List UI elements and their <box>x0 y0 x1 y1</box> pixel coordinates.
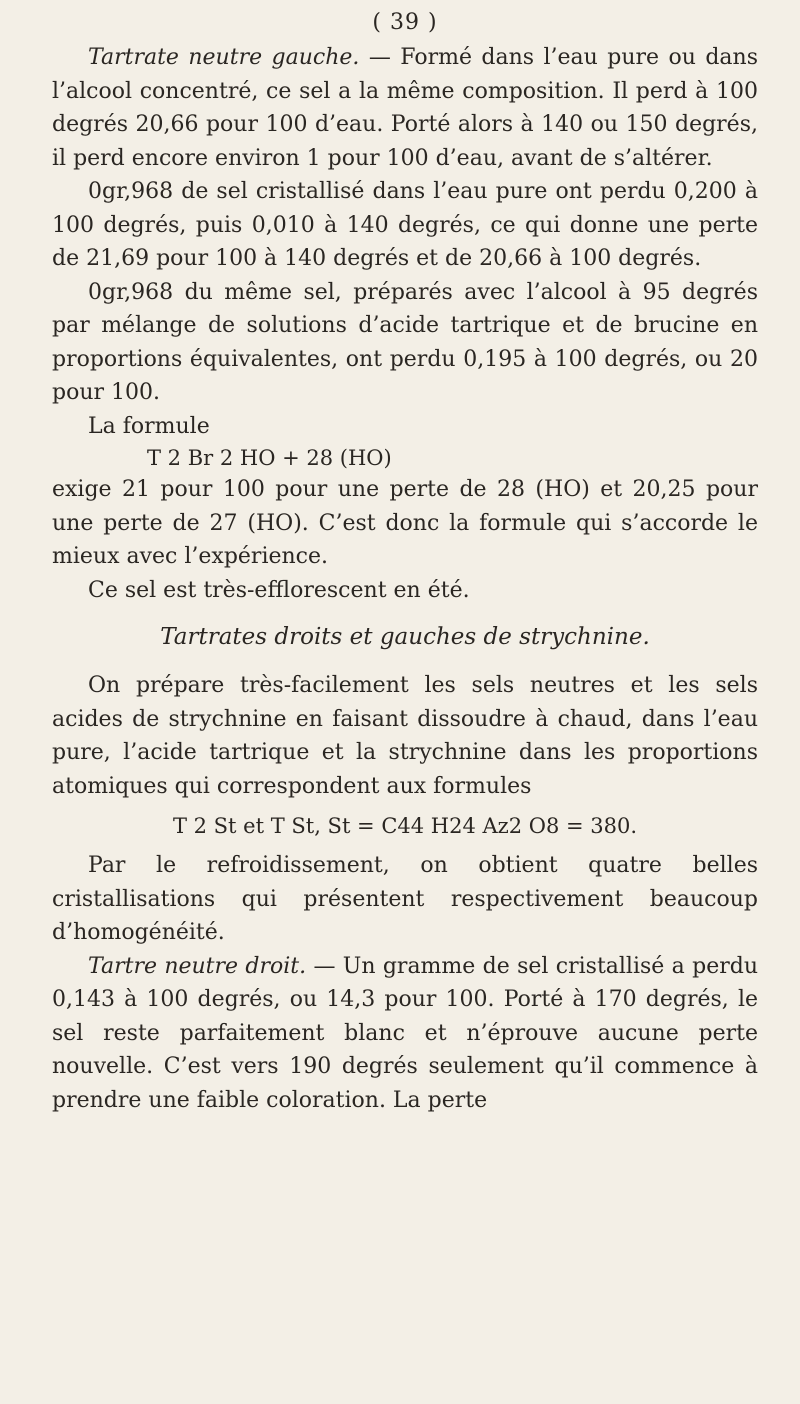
paragraph-tartre-neutre-droit <box>52 950 758 1118</box>
paragraph-tartrate-neutre-gauche <box>52 41 758 175</box>
paragraph-formula-label: La formule <box>88 413 210 439</box>
paragraph-text: — Formé dans l’eau pure ou dans l’alcool concentré, ce sel a la même composition. Il perd à 100 degrés 20,66 pour 100 d’eau. Porté alors à 140 ou 150 degrés, il perd encore environ 1 pour 100 d’eau, avant de s’altérer. <box>52 45 758 171</box>
paragraph-text: — Un gramme de sel cristallisé a perdu 0,143 à 100 degrés, ou 14,3 pour 100. Porté à 170 degrés, le sel reste parfaitement blanc et n’éprouve aucune perte nouvelle. C’est vers 190 degrés seulement qu’il commence à prendre une faible coloration. La perte <box>52 953 758 1113</box>
paragraph-efflorescent: Ce sel est très-efflorescent en été. <box>88 577 470 603</box>
formula-strychnine: T 2 St et T St, St = C44 H24 Az2 O8 = 380. <box>172 814 638 838</box>
paragraph-cristallisations: Par le refroidissement, on obtient quatre belles cristallisations qui présentent respectivement beaucoup d’homogénéité. <box>52 853 758 945</box>
paragraph-measurement-1: 0gr,968 de sel cristallisé dans l’eau pure ont perdu 0,200 à 100 degrés, puis 0,010 à 140 degrés, ce qui donne une perte de 21,69 pour 100 à 140 degrés et de 20,66 à 100 degrés. <box>52 179 758 271</box>
section-heading-strychnine: Tartrates droits et gauches de strychnine. <box>160 624 650 650</box>
paragraph-measurement-2: 0gr,968 du même sel, préparés avec l’alcool à 95 degrés par mélange de solutions d’acide tartrique et de brucine en proportions équivalentes, ont perdu 0,195 à 100 degrés, ou 20 pour 100. <box>52 279 758 405</box>
paragraph-title: Tartre neutre droit. <box>88 953 307 979</box>
paragraph-title: Tartrate neutre gauche. <box>88 45 360 70</box>
paragraph-formula-discussion: exige 21 pour 100 pour une perte de 28 (HO) et 20,25 pour une perte de 27 (HO). C’est donc la formule qui s’accorde le mieux avec l’expérience. <box>52 477 758 569</box>
spacer <box>52 841 758 849</box>
page-number: ( 39 ) <box>372 10 438 35</box>
formula-brucine: T 2 Br 2 HO + 28 (HO) <box>147 446 392 470</box>
spacer <box>52 803 758 811</box>
paragraph-preparation: On prépare très-facilement les sels neutres et les sels acides de strychnine en faisant dissoudre à chaud, dans l’eau pure, l’acide tartrique et la strychnine dans les proportions atomiques qui correspondent aux formules <box>52 673 758 799</box>
